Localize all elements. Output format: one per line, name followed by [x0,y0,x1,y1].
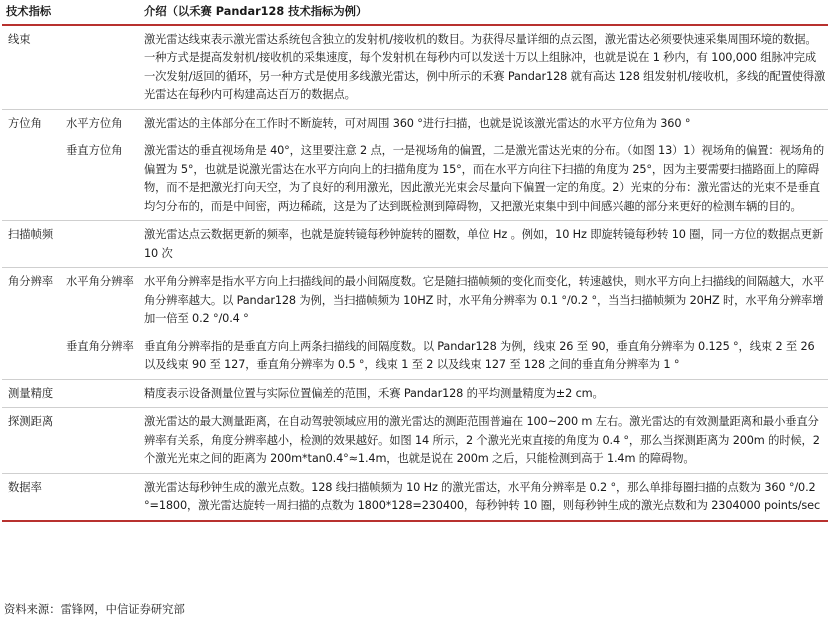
table-row [2,137,828,221]
sub-label-horizontal-azimuth: 水平方位角 [62,109,140,137]
row-label-angular-resolution: 角分辨率 [2,268,62,380]
row-text-vertical-resolution: 垂直角分辨率指的是垂直方向上两条扫描线的间隔度数。以 Pandar128 为例，线束 26 至 90，垂直角分辨率为 0.125 °，线束 2 至 26 以及线束 90 至 127，垂直角分辨率为 0.5 °，线束 1 至 2 以及线束 127 至 128 之间的垂直角分辨率为 1 ° [144,339,815,371]
table-row [2,25,828,110]
table-row [2,221,828,268]
table-row [2,408,828,474]
row-text-vertical-azimuth: 激光雷达的垂直视场角是 40°，这里要注意 2 点，一是视场角的偏置，二是激光雷达光束的分布。（如图 13）1）视场角的偏置：视场角的偏置为 5°，也就是说激光雷达在水平方向向上的扫描角度为 15°，而在水平方向往下扫描的角度为 25°，因为主要需要扫描路面上的障碍物，而不是把激光打向天空，为了良好的利用激光，因此激光光束会尽量向下偏置一定的角度。2）光束的分布：激光雷达的光束不是垂直均匀分布的，而是中间密，两边稀疏，这是为了达到既检测到障碍物，又把激光束集中到中间感兴趣的部分来更好的检测车辆的目的。 [144,144,825,213]
lidar-spec-table [2,0,828,522]
row-label-range: 探测距离 [2,408,140,474]
row-text-line-beam: 激光雷达线束表示激光雷达系统包含独立的发射机/接收机的数目。为获得尽量详细的点云图，激光雷达必须要快速采集周围环境的数据。一种方式是提高发射机/接收机的采集速度，每个发射机在每秒内可以发送十万以上组脉冲，也就是说在 1 秒内，有 100,000 组脉冲完成一次发射/返回的循环，另一种方式是使用多线激光雷达，例中所示的禾赛 Pandar128 就有高达 128 组发射机/接收机，多线的配置使得激光雷达在每秒内可构建高达百万的数据点。 [144,32,826,101]
row-text-horizontal-azimuth: 激光雷达的主体部分在工作时不断旋转，可对周围 360 °进行扫描，也就是说该激光雷达的水平方位角为 360 ° [140,109,828,137]
row-text-range: 激光雷达的最大测量距离，在自动驾驶领域应用的激光雷达的测距范围普遍在 100~200 m 左右。激光雷达的有效测量距离和最小垂直分辨率有关系，角度分辨率越小，检测的效果越好。如图 14 所示，2 个激光光束直接的角度为 0.4 °，那么当探测距离为 200m 的时候，2 个激光光束之间的距离为 200m*tan0.4°≈1.4m，也就是说在 200m 之后，只能检测到高于 1.4m 的障碍物。 [140,408,828,474]
source-note: 资料来源：雷锋网，中信证券研究部 [4,603,185,616]
table-row [2,379,828,408]
row-text-accuracy: 精度表示设备测量位置与实际位置偏差的范围，禾赛 Pandar128 的平均测量精度为±2 cm。 [140,379,828,408]
table-row [2,109,828,137]
row-label-accuracy: 测量精度 [2,379,140,408]
row-label-data-rate: 数据率 [2,473,140,521]
sub-label-vertical-azimuth: 垂直方位角 [66,144,123,157]
row-label-frame-rate: 扫描帧频 [2,221,140,268]
table-row [2,333,828,380]
row-text-frame-rate: 激光雷达点云数据更新的频率，也就是旋转镜每秒钟旋转的圈数，单位 Hz 。例如，10 Hz 即旋转镜每秒转 10 圈，同一方位的数据点更新 10 次 [140,221,828,268]
row-text-horizontal-resolution: 水平角分辨率是指水平方向上扫描线间的最小间隔度数。它是随扫描帧频的变化而变化，转速越快，则水平方向上扫描线的间隔越大，水平角分辨率越大。以 Pandar128 为例，当扫描帧频为 10HZ 时，水平角分辨率为 0.1 °/0.2 °，当当扫描帧频为 20HZ 时，水平角分辨率增加一倍至 0.2 °/0.4 ° [140,268,828,333]
row-text-data-rate: 激光雷达每秒钟生成的激光点数。128 线扫描帧频为 10 Hz 的激光雷达，水平角分辨率是 0.2 °，那么单排每圈扫描的点数为 360 °/0.2 °=1800，激光雷达旋转一周扫描的点数为 1800*128=230400，每秒钟转 10 圈，则每秒钟生成的激光点数和为 2304000 points/sec [140,473,828,521]
table-row [2,473,828,521]
header-col-indicator: 技术指标 [2,0,140,25]
header-col-intro: 介绍（以禾赛 Pandar128 技术指标为例） [140,0,828,25]
table-header-row [2,0,828,25]
sub-label-horizontal-resolution: 水平角分辨率 [62,268,140,333]
table-row [2,268,828,333]
row-label-azimuth: 方位角 [2,109,62,221]
sub-label-vertical-resolution: 垂直角分辨率 [66,339,134,353]
row-label-line-beam: 线束 [8,32,31,46]
